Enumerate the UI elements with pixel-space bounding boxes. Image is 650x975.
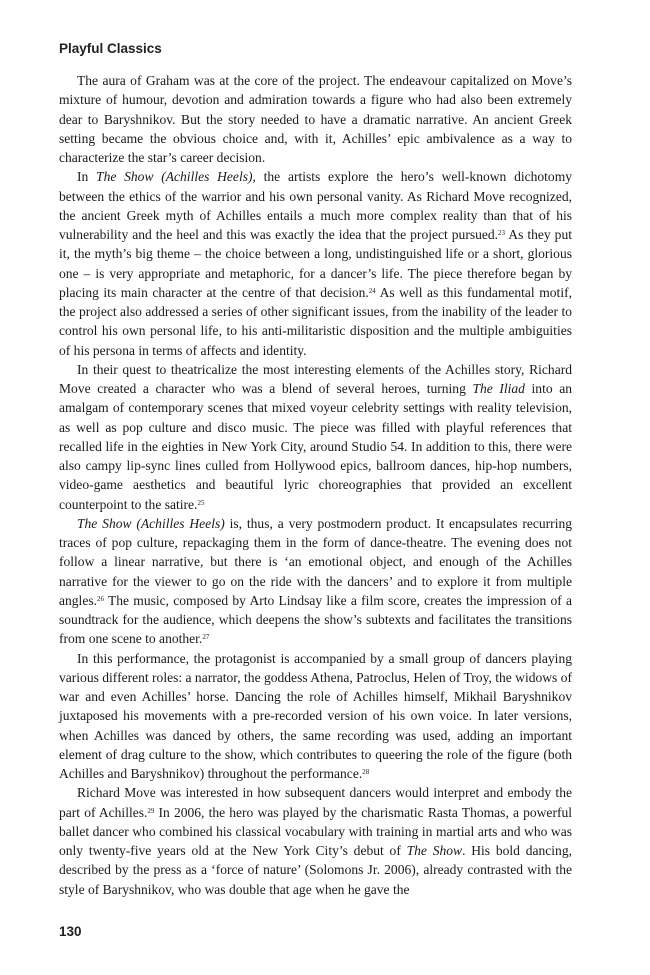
text-run: The aura of Graham was at the core of the project. The endeavour capitalized on Move’s mixture of humour, devotion and admiration towards a figure who had also been extremely dear to Baryshnikov. But the story needed to have a dramatic narrative. An ancient Greek setting became the obvious choice and, with it, Achilles’ epic ambivalence as a way to characterize the star’s career decision.: [59, 73, 572, 165]
body-text: [59, 71, 572, 899]
footnote-ref: 28: [362, 768, 370, 777]
text-run: into an amalgam of contemporary scenes that mixed voyeur celebrity settings with reality television, as well as pop culture and disco music. The piece was filled with playful references that recalled life in the eighties in New York City, around Studio 54. In addition to this, there were also campy lip-sync lines culled from Hollywood epics, ballroom dances, hip-hop numbers, video-game aesthetics and beautiful lyric choreographies that provided an excellent counterpoint to the satire.: [59, 381, 572, 512]
text-run: is, thus, a very postmodern product. It encapsulates recurring traces of pop culture, repackaging them in the form of dance-theatre. The evening does not follow a linear narrative, but there is ‘an emotional object, and enough of the Achilles narrative for the viewer to go on the ride with the dancers’ and to explore it from multiple angles.: [59, 515, 573, 608]
footnote-ref: 26: [97, 594, 104, 603]
text-run: In: [77, 169, 97, 185]
running-head: Playful Classics: [59, 41, 162, 56]
paragraph: [59, 514, 572, 649]
italic-title: The Show (Achilles Heels): [77, 515, 225, 531]
paragraph: [59, 783, 572, 899]
text-run: As they put it, the myth’s big theme – the choice between a long, undistinguished life or a short, glorious one – is very appropriate and metaphoric, for a dancer’s life. The piece therefore began by placing its main character at the centre of that decision.: [59, 227, 572, 300]
footnote-ref: 25: [197, 498, 205, 507]
italic-title: The Iliad: [472, 381, 525, 396]
paragraph: [59, 71, 572, 167]
paragraph: [59, 649, 572, 784]
italic-title: The Show: [406, 843, 463, 858]
text-run: , the artists explore the hero’s well-known dichotomy between the ethics of the warrior and his own personal vanity. As Richard Move recognized, the ancient Greek myth of Achilles entails a much more complex reality than that of his vulnerability and the heel and this was exactly the idea that the project pursued.: [59, 169, 573, 242]
page-number: 130: [59, 924, 82, 939]
paragraph: [59, 167, 572, 360]
footnote-ref: 24: [368, 286, 376, 295]
text-run: In their quest to theatricalize the most interesting elements of the Achilles story, Richard Move created a character who was a blend of several heroes, turning: [59, 361, 572, 396]
text-run: Richard Move was interested in how subsequent dancers would interpret and embody the part of Achilles.: [59, 785, 572, 820]
text-run: . His bold dancing, described by the press as a ‘force of nature’ (Solomons Jr. 2006), already contrasted with the style of Baryshnikov, who was double that age when he gave the: [59, 843, 572, 897]
text-run: As well as this fundamental motif, the project also addressed a series of other significant issues, from the inability of the leader to control his own personal life, to his anti-militaristic disposition and the multiple ambiguities of his persona in terms of affects and identity.: [59, 284, 572, 358]
text-run: In 2006, the hero was played by the charismatic Rasta Thomas, a powerful ballet dancer who combined his classical vocabulary with training in martial arts and who was only twenty-five years old at the New York City’s debut of: [59, 804, 573, 858]
footnote-ref: 27: [202, 633, 210, 642]
italic-title: The Show (Achilles Heels): [96, 169, 253, 185]
text-run: In this performance, the protagonist is accompanied by a small group of dancers playing various different roles: a narrator, the goddess Athena, Patroclus, Helen of Troy, the widows of war and even Achilles’ horse. Dancing the role of Achilles himself, Mikhail Baryshnikov juxtaposed his movements with a pre-recorded version of his own voice. In later versions, when Achilles was danced by others, the same recording was used, adding an important element of drag culture to the show, which contributes to queering the role of the figure (both Achilles and Baryshnikov) throughout the performance.: [59, 650, 573, 781]
paragraph: [59, 360, 572, 514]
footnote-ref: 29: [147, 806, 155, 815]
text-run: The music, composed by Arto Lindsay like a film score, creates the impression of a soundtrack for the audience, which deepens the show’s subtexts and facilitates the transitions from one scene to another.: [59, 592, 572, 647]
footnote-ref: 23: [498, 229, 506, 238]
